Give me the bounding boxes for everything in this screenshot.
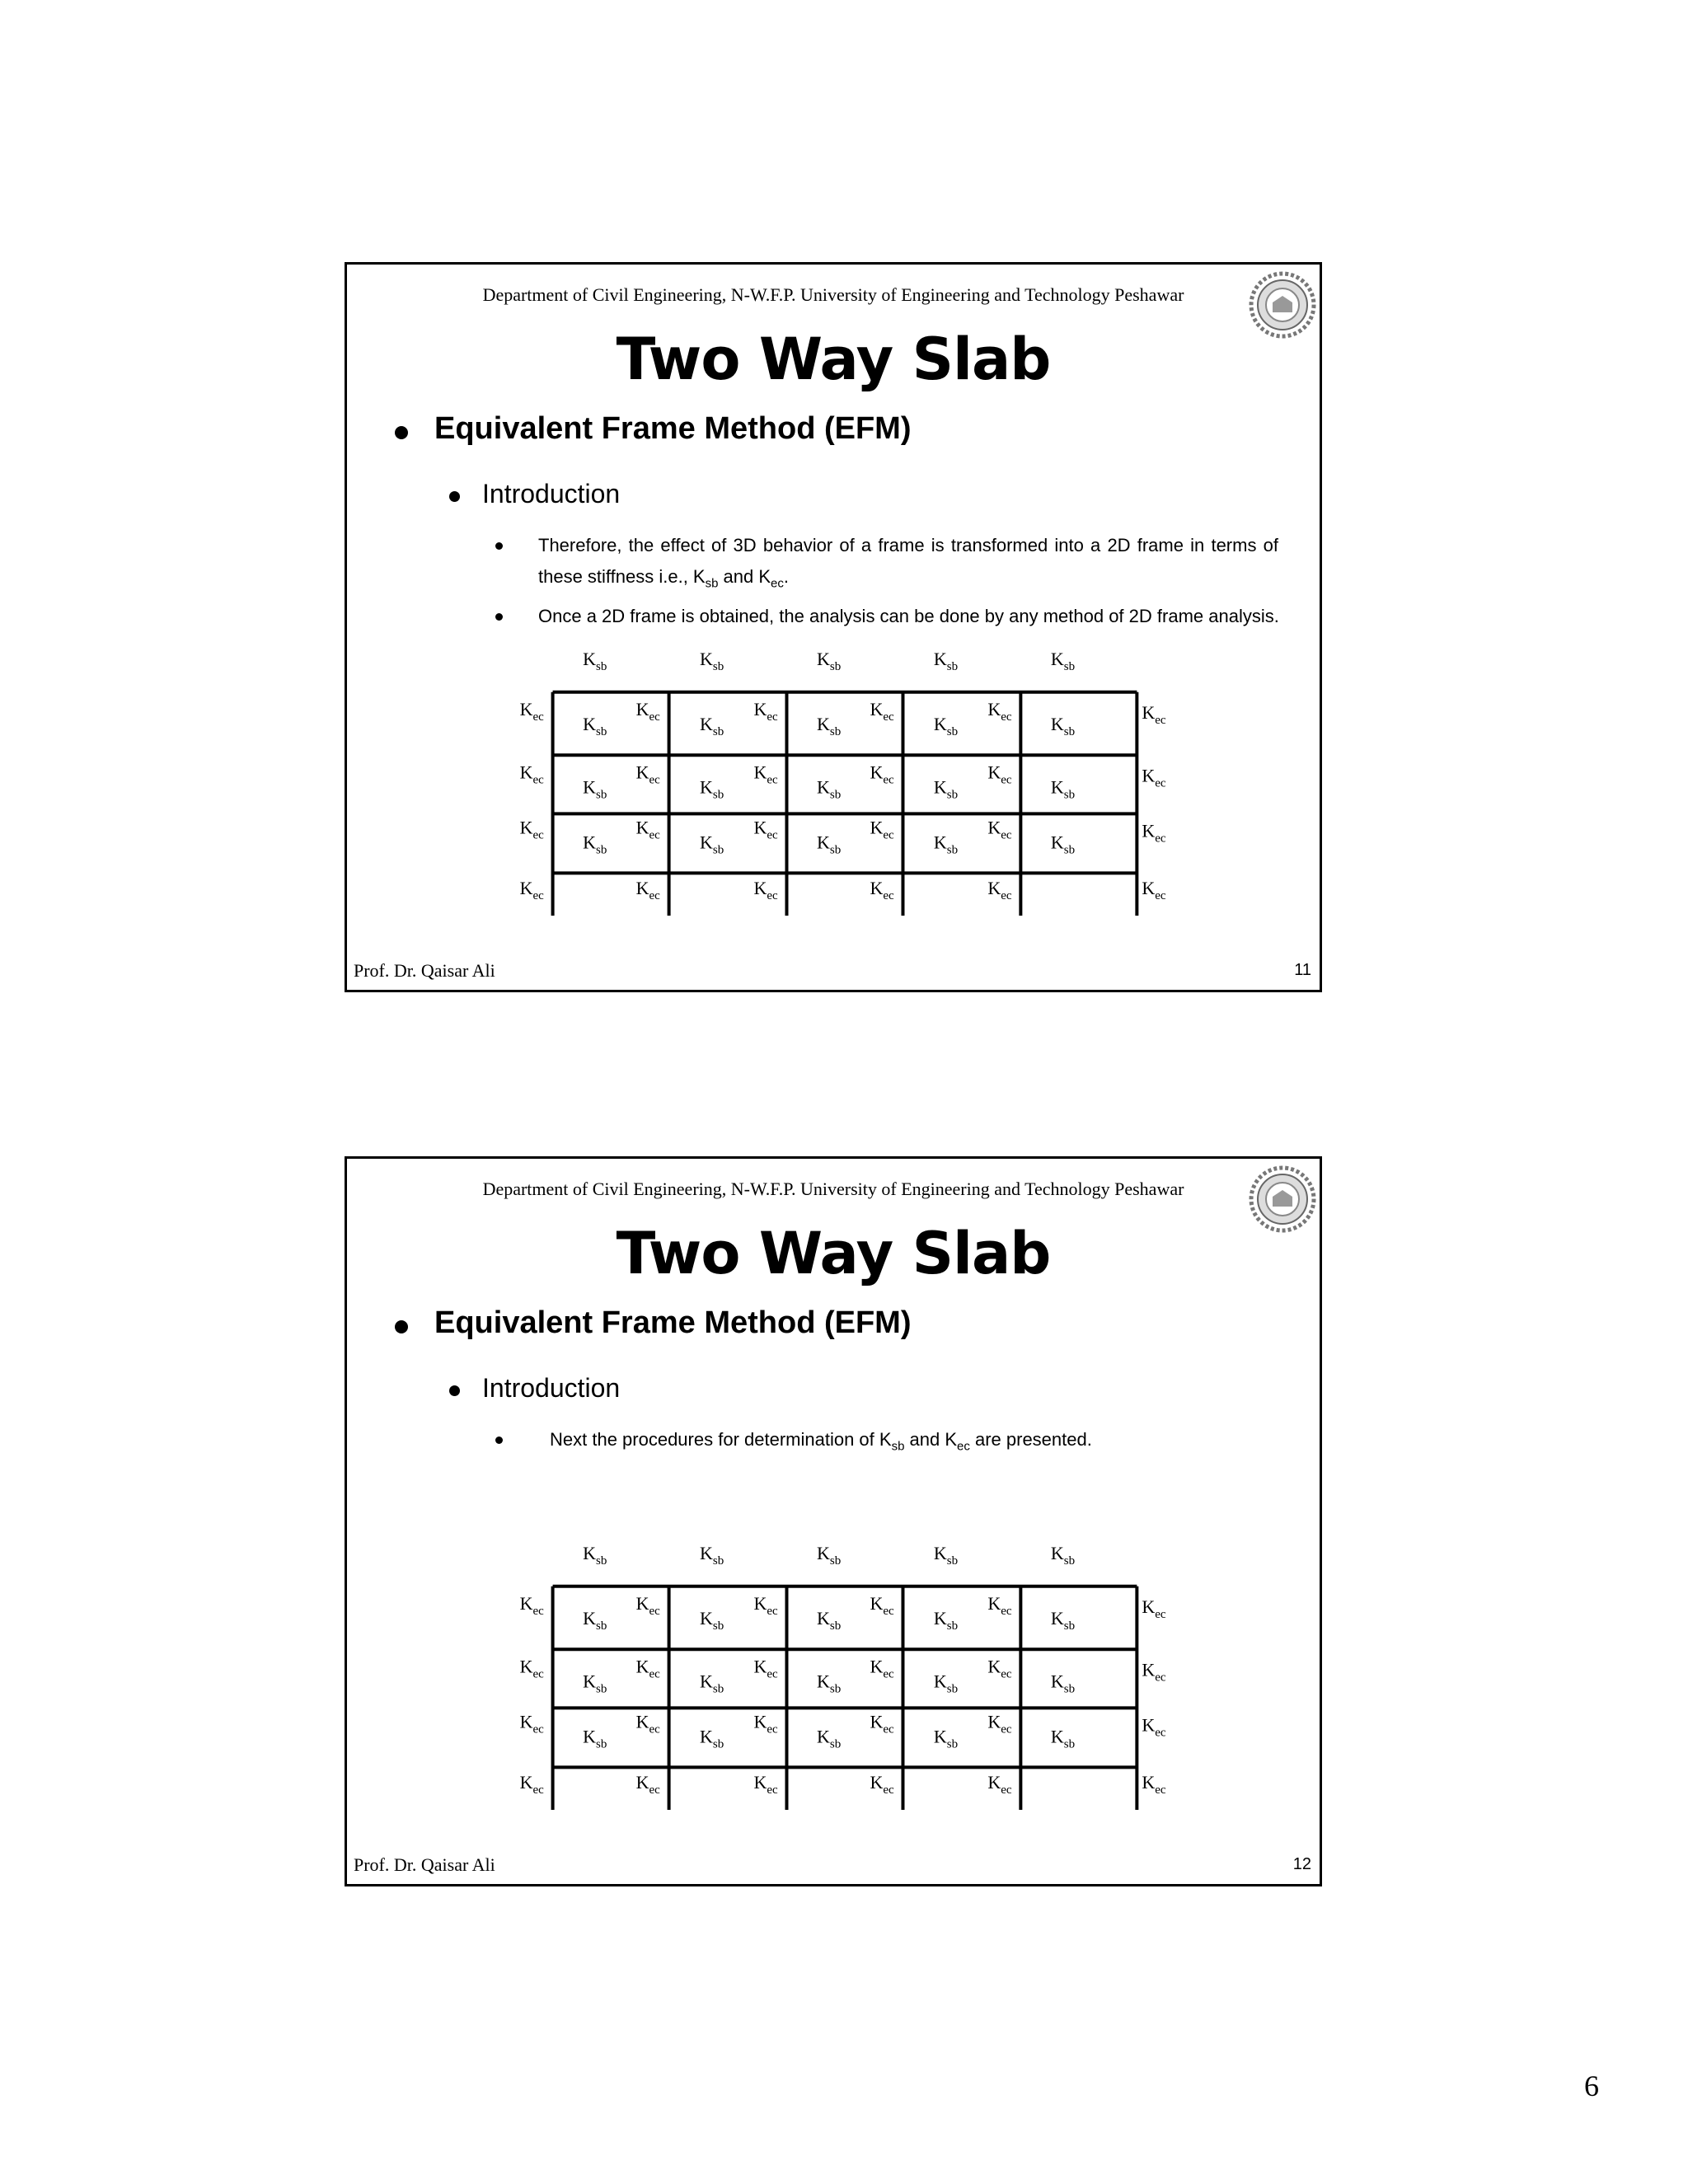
column-stiffness-label: $K_{ec}$: [987, 698, 1012, 724]
column-stiffness-label: $K_{ec}$: [1142, 878, 1166, 902]
beam-stiffness-label: $K_{sb}$: [583, 1726, 607, 1751]
beam-stiffness-label: $K_{sb}$: [1050, 832, 1076, 857]
bullet-level3: [495, 1424, 1278, 1462]
bullet-text: Equivalent Frame Method (EFM): [434, 411, 912, 446]
column-stiffness-label: $K_{ec}$: [635, 878, 660, 902]
column-stiffness-label: $K_{ec}$: [753, 698, 778, 724]
equivalent-frame-diagram: [512, 630, 1166, 935]
bullet-text: Once a 2D frame is obtained, the analysis can be done by any method of 2D frame analysis.: [538, 606, 1279, 626]
bullet-dot: [449, 491, 460, 502]
column-stiffness-label: $K_{ec}$: [635, 817, 660, 842]
column-stiffness-label: $K_{ec}$: [987, 878, 1012, 902]
column-stiffness-label: $K_{ec}$: [1142, 1659, 1166, 1685]
column-stiffness-label: $K_{ec}$: [1142, 820, 1166, 846]
beam-stiffness-label: $K_{sb}$: [583, 713, 607, 738]
beam-stiffness-label: $K_{sb}$: [816, 1726, 842, 1751]
column-stiffness-label: $K_{ec}$: [1142, 1596, 1166, 1621]
bullet-dot: [495, 613, 503, 621]
column-stiffness-label: $K_{ec}$: [635, 762, 660, 787]
beam-stiffness-label: $K_{sb}$: [933, 776, 959, 802]
bullet-dot: [495, 1436, 503, 1444]
beam-stiffness-label: $K_{sb}$: [816, 776, 842, 802]
slide-12: [345, 1156, 1322, 1886]
beam-stiffness-label: $K_{sb}$: [583, 776, 607, 802]
footer-author: Prof. Dr. Qaisar Ali: [354, 960, 495, 981]
beam-stiffness-label: $K_{sb}$: [933, 713, 959, 738]
footer-author: Prof. Dr. Qaisar Ali: [354, 1854, 495, 1875]
beam-stiffness-label: $K_{sb}$: [816, 1607, 842, 1633]
column-stiffness-label: $K_{ec}$: [870, 1656, 894, 1681]
column-stiffness-label: $K_{ec}$: [519, 1592, 544, 1618]
column-stiffness-label: $K_{ec}$: [987, 762, 1012, 787]
bullet-level3: [495, 601, 1278, 632]
beam-stiffness-label: $K_{sb}$: [583, 1671, 607, 1696]
column-stiffness-label: $K_{ec}$: [519, 698, 544, 724]
column-stiffness-label: $K_{ec}$: [635, 1711, 660, 1736]
column-stiffness-label: $K_{ec}$: [870, 878, 894, 902]
column-stiffness-label: $K_{ec}$: [987, 1656, 1012, 1681]
column-stiffness-label: $K_{ec}$: [753, 1656, 778, 1681]
column-stiffness-label: $K_{ec}$: [635, 1592, 660, 1618]
beam-stiffness-label: $K_{sb}$: [1050, 1607, 1076, 1633]
slide-title: Two Way Slab: [616, 326, 1051, 393]
equivalent-frame-diagram: [512, 1525, 1166, 1830]
column-stiffness-label: $K_{ec}$: [635, 698, 660, 724]
beam-stiffness-label: $K_{sb}$: [700, 776, 724, 802]
bullet-level3: [495, 530, 1278, 599]
beam-stiffness-label: $K_{sb}$: [933, 832, 959, 857]
page-number: 6: [1584, 2069, 1599, 2102]
beam-stiffness-label: $K_{sb}$: [700, 1543, 724, 1568]
column-stiffness-label: $K_{ec}$: [753, 1592, 778, 1618]
column-stiffness-label: $K_{ec}$: [635, 1656, 660, 1681]
column-stiffness-label: $K_{ec}$: [635, 1772, 660, 1797]
beam-stiffness-label: $K_{sb}$: [700, 713, 724, 738]
column-stiffness-label: $K_{ec}$: [870, 1711, 894, 1736]
beam-stiffness-label: $K_{sb}$: [1050, 1671, 1076, 1696]
beam-stiffness-label: $K_{sb}$: [816, 713, 842, 738]
slide-number: 12: [1292, 1855, 1311, 1873]
bullet-text: Equivalent Frame Method (EFM): [434, 1305, 912, 1340]
bullet-text: Introduction: [482, 1373, 621, 1403]
beam-stiffness-label: $K_{sb}$: [1050, 649, 1076, 673]
bullet-text: Next the procedures for determination of $K_{sb}$ and $K_{ec}$ are presented.: [550, 1429, 1092, 1454]
column-stiffness-label: $K_{ec}$: [987, 1711, 1012, 1736]
bullet-dot: [449, 1385, 460, 1396]
bullet-dot: [395, 426, 408, 439]
column-stiffness-label: $K_{ec}$: [1142, 1772, 1166, 1797]
bullet-text: Introduction: [482, 479, 621, 509]
department-header: Department of Civil Engineering, N-W.F.P. University of Engineering and Technology Peshawar: [482, 1179, 1184, 1199]
beam-stiffness-label: $K_{sb}$: [700, 1607, 724, 1633]
beam-stiffness-label: $K_{sb}$: [1050, 713, 1076, 738]
beam-stiffness-label: $K_{sb}$: [816, 1543, 842, 1568]
beam-stiffness-label: $K_{sb}$: [1050, 776, 1076, 802]
column-stiffness-label: $K_{ec}$: [870, 698, 894, 724]
column-stiffness-label: $K_{ec}$: [753, 878, 778, 902]
beam-stiffness-label: $K_{sb}$: [583, 1543, 607, 1568]
column-stiffness-label: $K_{ec}$: [870, 1592, 894, 1618]
slide-title: Two Way Slab: [616, 1220, 1051, 1287]
beam-stiffness-label: $K_{sb}$: [700, 832, 724, 857]
column-stiffness-label: $K_{ec}$: [753, 1711, 778, 1736]
beam-stiffness-label: $K_{sb}$: [933, 649, 959, 673]
beam-stiffness-label: $K_{sb}$: [933, 1726, 959, 1751]
beam-stiffness-label: $K_{sb}$: [700, 1671, 724, 1696]
bullet-text: Therefore, the effect of 3D behavior of a frame is transformed into a 2D frame in terms of these stiffness i.e., $K_{sb}$ and $K_{ec}$.: [538, 535, 1278, 591]
column-stiffness-label: $K_{ec}$: [519, 1772, 544, 1797]
beam-stiffness-label: $K_{sb}$: [1050, 1726, 1076, 1751]
column-stiffness-label: $K_{ec}$: [519, 762, 544, 787]
column-stiffness-label: $K_{ec}$: [753, 762, 778, 787]
column-stiffness-label: $K_{ec}$: [519, 817, 544, 842]
column-stiffness-label: $K_{ec}$: [870, 762, 894, 787]
column-stiffness-label: $K_{ec}$: [870, 1772, 894, 1797]
bullet-dot: [395, 1320, 408, 1333]
beam-stiffness-label: $K_{sb}$: [816, 1671, 842, 1696]
beam-stiffness-label: $K_{sb}$: [583, 832, 607, 857]
beam-stiffness-label: $K_{sb}$: [933, 1607, 959, 1633]
column-stiffness-label: $K_{ec}$: [870, 817, 894, 842]
column-stiffness-label: $K_{ec}$: [987, 1772, 1012, 1797]
column-stiffness-label: $K_{ec}$: [1142, 765, 1166, 790]
column-stiffness-label: $K_{ec}$: [753, 817, 778, 842]
department-header: Department of Civil Engineering, N-W.F.P. University of Engineering and Technology Peshawar: [482, 284, 1184, 305]
beam-stiffness-label: $K_{sb}$: [933, 1671, 959, 1696]
beam-stiffness-label: $K_{sb}$: [1050, 1543, 1076, 1568]
beam-stiffness-label: $K_{sb}$: [933, 1543, 959, 1568]
slide-number: 11: [1294, 961, 1311, 979]
beam-stiffness-label: $K_{sb}$: [583, 649, 607, 673]
column-stiffness-label: $K_{ec}$: [519, 1656, 544, 1681]
beam-stiffness-label: $K_{sb}$: [816, 649, 842, 673]
column-stiffness-label: $K_{ec}$: [519, 1711, 544, 1736]
slide-11: [345, 262, 1322, 992]
column-stiffness-label: $K_{ec}$: [519, 878, 544, 902]
beam-stiffness-label: $K_{sb}$: [700, 649, 724, 673]
column-stiffness-label: $K_{ec}$: [753, 1772, 778, 1797]
beam-stiffness-label: $K_{sb}$: [700, 1726, 724, 1751]
beam-stiffness-label: $K_{sb}$: [816, 832, 842, 857]
beam-stiffness-label: $K_{sb}$: [583, 1607, 607, 1633]
column-stiffness-label: $K_{ec}$: [987, 817, 1012, 842]
column-stiffness-label: $K_{ec}$: [1142, 701, 1166, 727]
bullet-dot: [495, 542, 503, 550]
column-stiffness-label: $K_{ec}$: [1142, 1714, 1166, 1740]
column-stiffness-label: $K_{ec}$: [987, 1592, 1012, 1618]
